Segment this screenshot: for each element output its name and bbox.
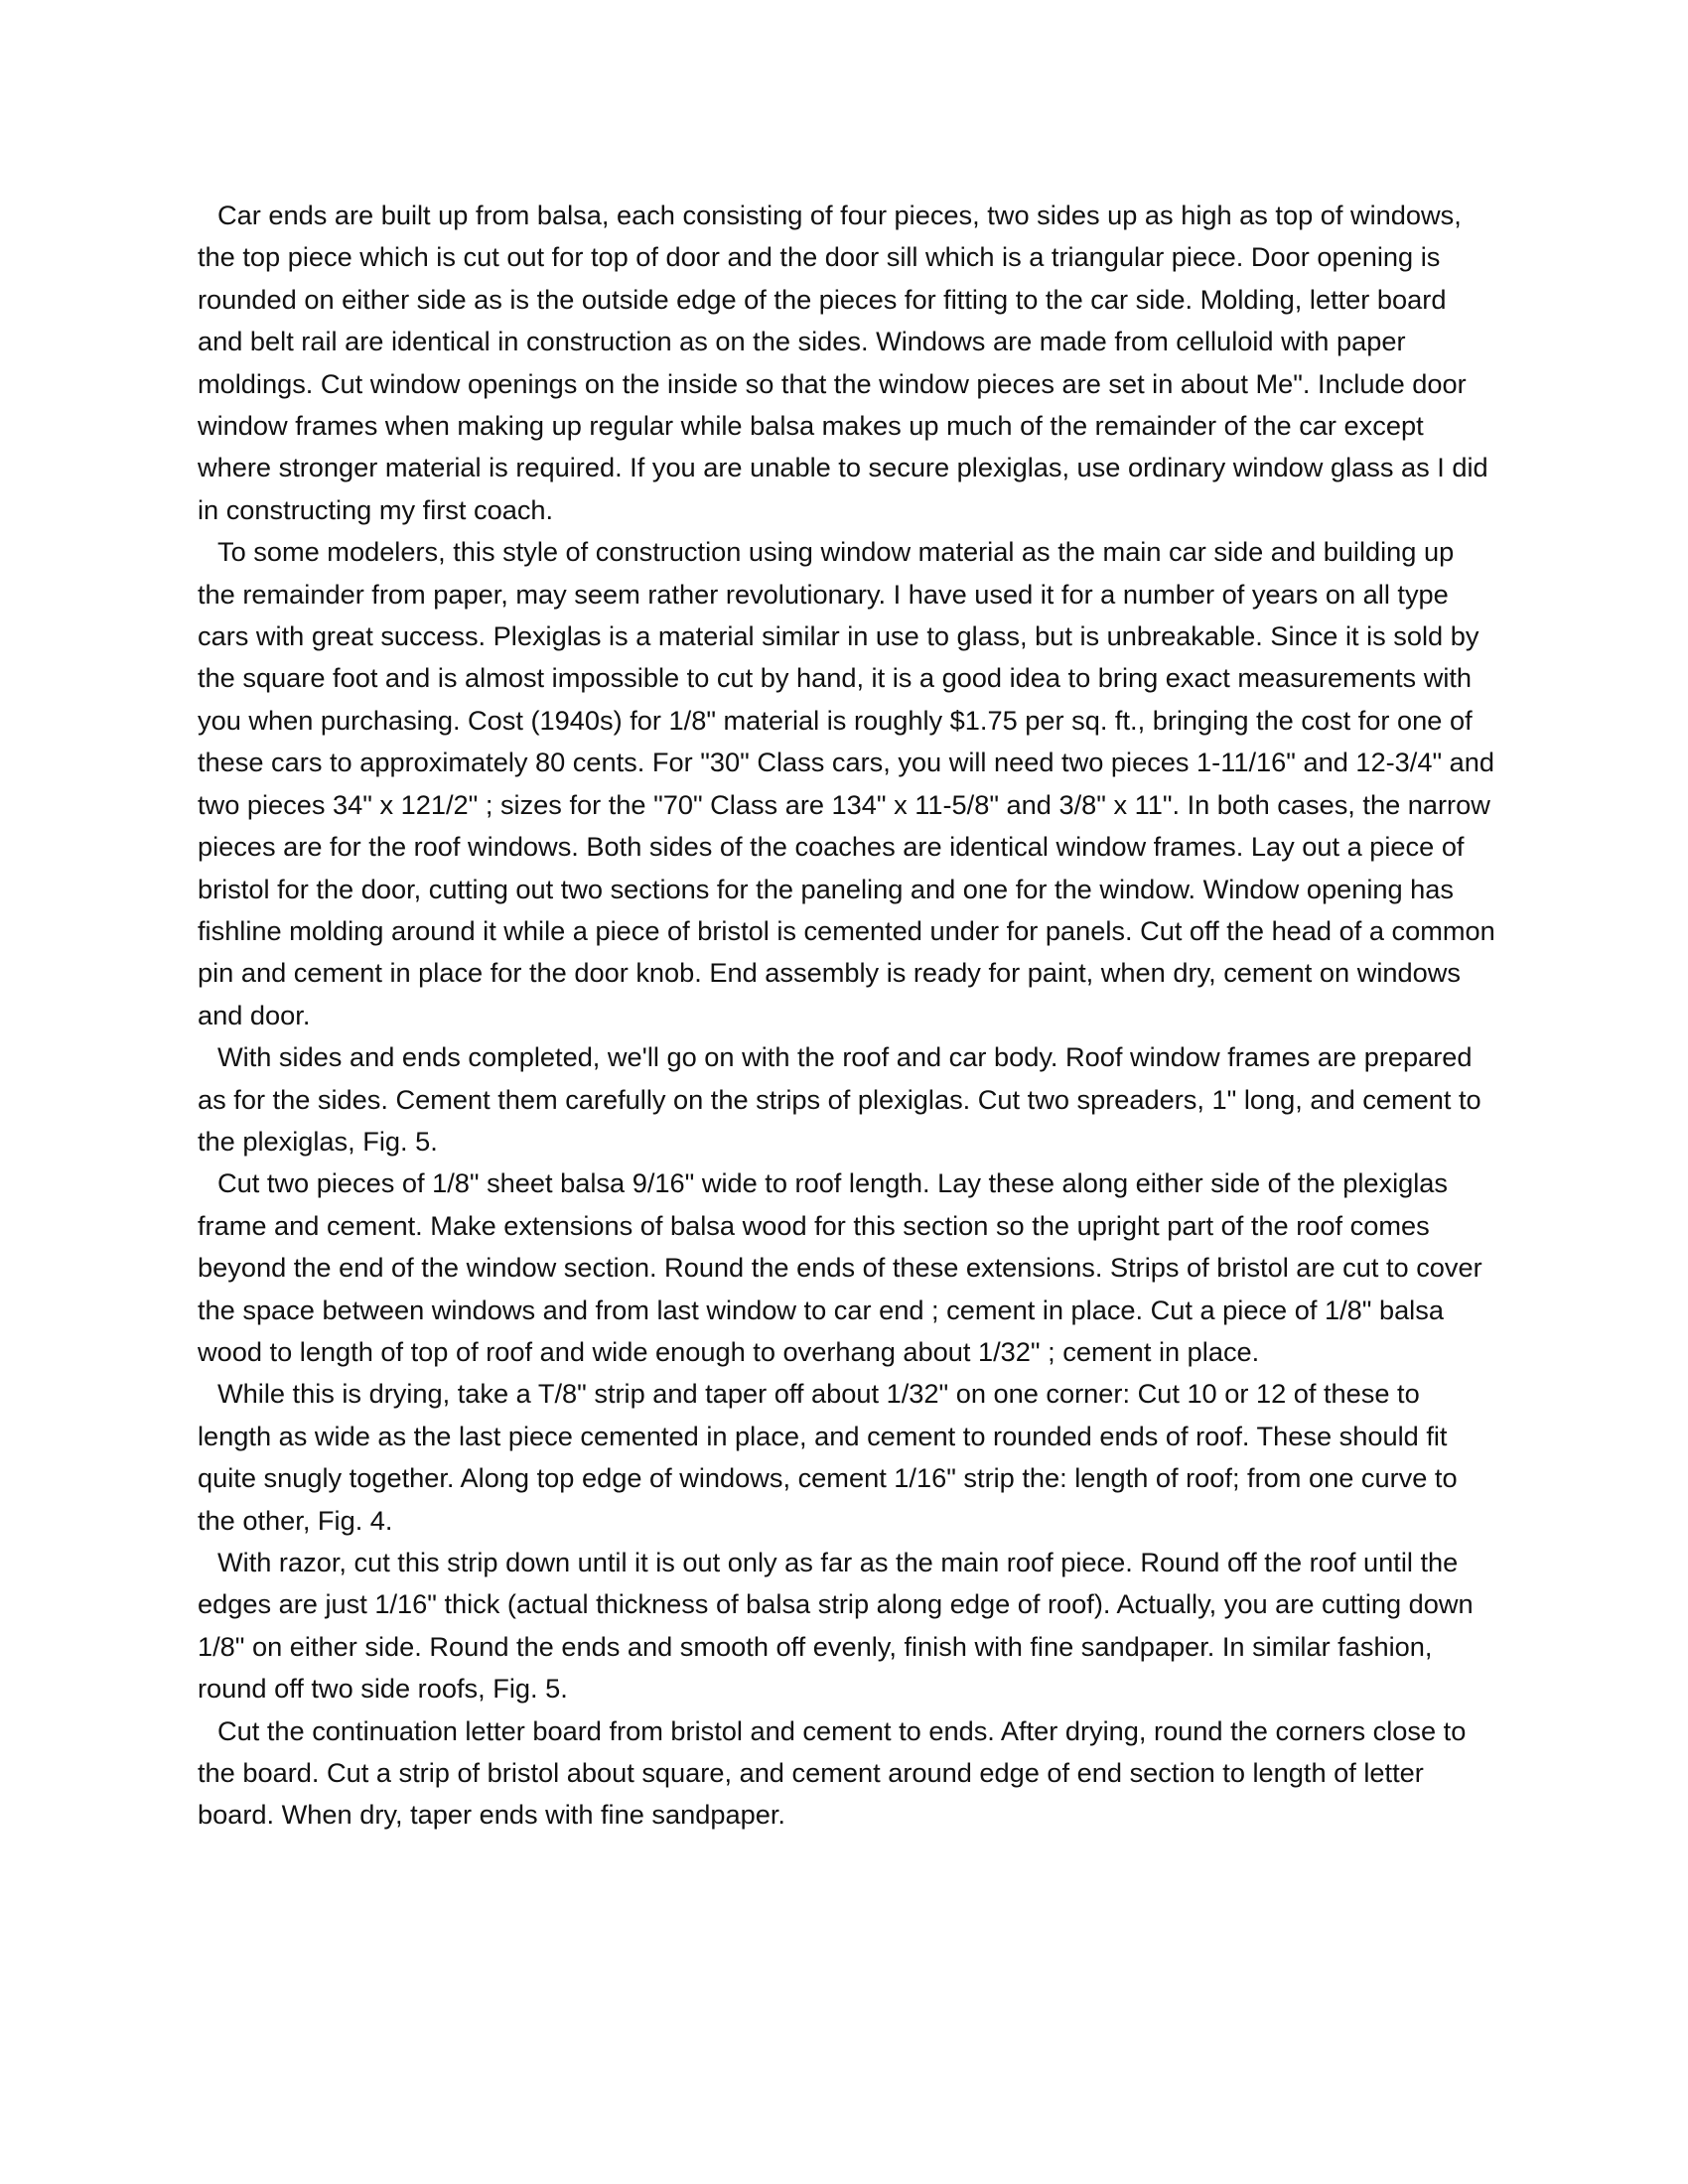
paragraph-car-ends: Car ends are built up from balsa, each consisting of four pieces, two sides up as high as top of windows, the top piece which is cut out for top of door and the door sill which is a triangular piece. Door opening is rounded on either side as is the outside edge of the pieces for fitting to the car side. Molding, letter board and belt rail are identical in construction as on the sides. Windows are made from celluloid with paper moldings. Cut window openings on the inside so that the window pieces are set in about Me". Include door window frames when making up regular while balsa makes up much of the remainder of the car except where stronger material is required. If you are unable to secure plexiglas, use ordinary window glass as I did in constructing my first coach. xyxy=(198,200,1488,525)
paragraph-roof-frames: With sides and ends completed, we'll go on with the roof and car body. Roof window frames are prepared as for the sides. Cement them carefully on the strips of plexiglas. Cut two spreaders, 1" long, and cement to the plexiglas, Fig. 5. xyxy=(198,1041,1481,1157)
document-page xyxy=(198,195,1496,1837)
paragraph-roof-strips: While this is drying, take a T/8" strip and taper off about 1/32" on one corner: Cut 10 or 12 of these to length as wide as the last piece cemented in place, and cement to rounded ends of roof. These should fit quite snugly together. Along top edge of windows, cement 1/16" strip the: length of roof; from one curve to the other, Fig. 4. xyxy=(198,1378,1458,1536)
paragraph-roof-balsa: Cut two pieces of 1/8" sheet balsa 9/16" wide to roof length. Lay these along either side of the plexiglas frame and cement. Make extensions of balsa wood for this section so the upright part of the roof comes beyond the end of the window section. Round the ends of these extensions. Strips of bristol are cut to cover the space between windows and from last window to car end ; cement in place. Cut a piece of 1/8" balsa wood to length of top of roof and wide enough to overhang about 1/32" ; cement in place. xyxy=(198,1167,1482,1367)
paragraph-letter-board: Cut the continuation letter board from bristol and cement to ends. After drying, round the corners close to the board. Cut a strip of bristol about square, and cement around edge of end section to length of letter board. When dry, taper ends with fine sandpaper. xyxy=(198,1714,1467,1831)
paragraph-roof-rounding: With razor, cut this strip down until it is out only as far as the main roof piece. Round off the roof until the edges are just 1/16" thick (actual thickness of balsa strip along edge of roof). Actually, you are cutting down 1/8" on either side. Round the ends and smooth off evenly, finish with fine sandpaper. In similar fashion, round off two side roofs, Fig. 5. xyxy=(198,1547,1474,1705)
paragraph-construction-style: To some modelers, this style of construction using window material as the main car side and building up the remainder from paper, may seem rather revolutionary. I have used it for a number of years on all type cars with great success. Plexiglas is a material similar in use to glass, but is unbreakable. Since it is sold by the square foot and is almost impossible to cut by hand, it is a good idea to bring exact measurements with you when purchasing. Cost (1940s) for 1/8" material is roughly $1.75 per sq. ft., bringing the cost for one of these cars to approximately 80 cents. For "30" Class cars, you will need two pieces 1-11/16" and 12-3/4" and two pieces 34" x 121/2" ; sizes for the "70" Class are 134" x 11-5/8" and 3/8" x 11". In both cases, the narrow pieces are for the roof windows. Both sides of the coaches are identical window frames. Lay out a piece of bristol for the door, cutting out two sections for the paneling and one for the window. Window opening has fishline molding around it while a piece of bristol is cemented under for panels. Cut off the head of a common pin and cement in place for the door knob. End assembly is ready for paint, when dry, cement on windows and door. xyxy=(198,536,1495,1030)
